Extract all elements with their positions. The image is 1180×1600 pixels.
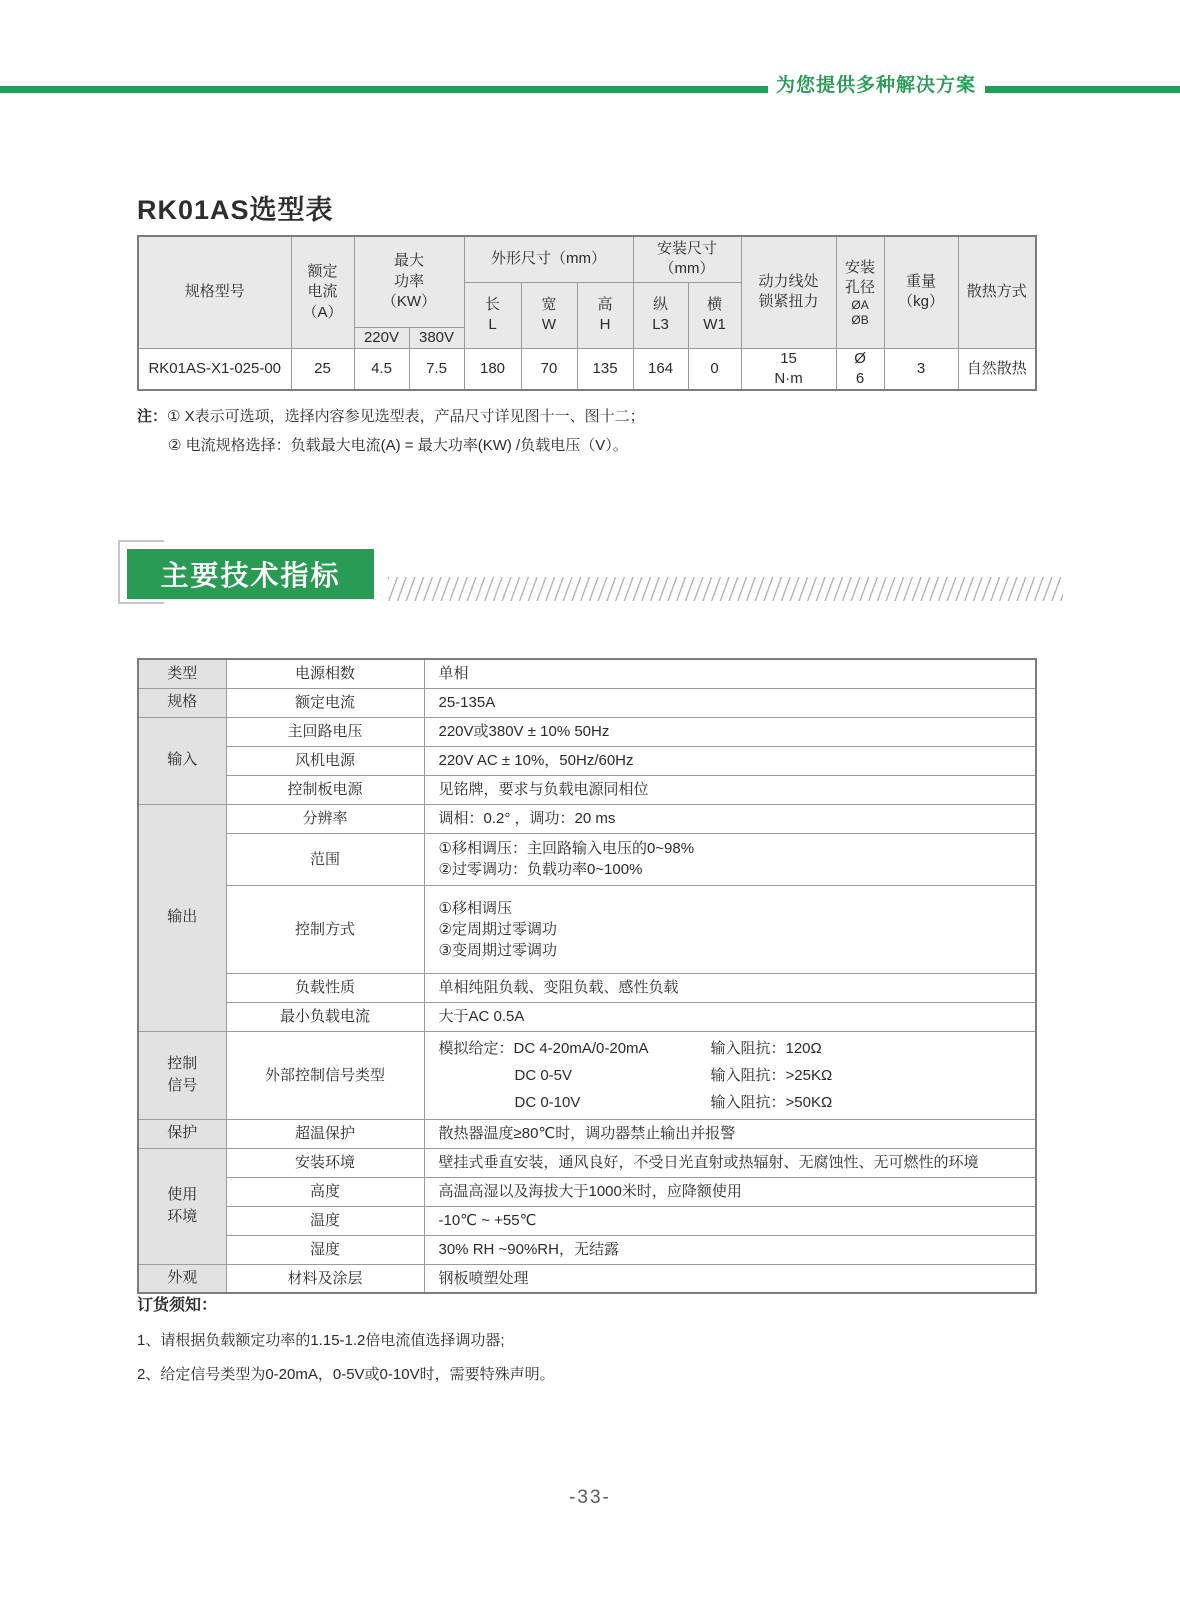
- label-mainv: 主回路电压: [226, 717, 424, 746]
- label-signal: 外部控制信号类型: [226, 1031, 424, 1119]
- spec-row-temp: [138, 1206, 1036, 1235]
- value-fan: 220V AC ± 10%，50Hz/60Hz: [424, 746, 1036, 775]
- label-minload: 最小负载电流: [226, 1002, 424, 1031]
- col-header-hole: [836, 236, 884, 348]
- category-spec: 规格: [138, 688, 226, 717]
- category-protect: 保护: [138, 1119, 226, 1148]
- label-rated: 额定电流: [226, 688, 424, 717]
- hole-line1: 安装: [845, 258, 876, 276]
- cooling-label: 散热方式: [966, 283, 1027, 301]
- value-mainv: 220V或380V ± 10% 50Hz: [424, 717, 1036, 746]
- signal-a2: DC 0-5V: [514, 1066, 573, 1084]
- height-cn: 高: [597, 295, 613, 313]
- order-notes-title: 订货须知：: [137, 1297, 218, 1314]
- col-header-220v: 220V: [354, 327, 409, 348]
- spec-row-material: [138, 1264, 1036, 1293]
- value-phase: 单相: [424, 659, 1036, 688]
- cell-l3: 164: [633, 348, 688, 390]
- label-humidity: 湿度: [226, 1235, 424, 1264]
- signal-b3: 输入阻抗：>50KΩ: [710, 1093, 833, 1111]
- mount-line1: 安装尺寸: [657, 240, 718, 257]
- section-title-banner: 主要技术指标: [127, 549, 374, 599]
- signal-right-column: [711, 1035, 833, 1116]
- label-material: 材料及涂层: [226, 1264, 424, 1293]
- w1-cn: 横: [707, 295, 723, 313]
- torque-value: 15: [780, 349, 797, 367]
- col-header-model: [138, 236, 291, 348]
- cell-torque: [741, 348, 836, 390]
- spec-row-rated: [138, 688, 1036, 717]
- spec-row-mainv: [138, 717, 1036, 746]
- cell-length: 180: [464, 348, 521, 390]
- value-humidity: 30% RH ~90%RH，无结露: [424, 1235, 1036, 1264]
- spec-row-loadtype: [138, 973, 1036, 1002]
- spec-row-humidity: [138, 1235, 1036, 1264]
- spec-row-ctrlmode: [138, 885, 1036, 973]
- value-temp: -10℃ ~ +55℃: [424, 1206, 1036, 1235]
- cell-w1: 0: [688, 348, 741, 390]
- col-header-weight: [884, 236, 958, 348]
- value-ctrlboard: 见铭牌，要求与负载电源同相位: [424, 775, 1036, 804]
- range-line2: ②过零调功：负载功率0~100%: [438, 861, 643, 878]
- col-header-dimensions: [464, 236, 633, 282]
- label-overtemp: 超温保护: [226, 1119, 424, 1148]
- category-environment: [138, 1148, 226, 1264]
- col-header-width: [521, 282, 577, 348]
- rated-current-line1: 额定: [307, 263, 338, 280]
- cell-current: 25: [291, 348, 354, 390]
- table-row: [138, 348, 1036, 390]
- col-header-w1: [688, 282, 741, 348]
- value-signal: [424, 1031, 1036, 1119]
- l3-cn: 纵: [653, 295, 669, 313]
- range-line1: ①移相调压：主回路输入电压的0~98%: [438, 840, 695, 857]
- value-rated: 25-135A: [424, 688, 1036, 717]
- spec-row-resolution: [138, 804, 1036, 833]
- height-sym: H: [599, 316, 611, 334]
- value-ctrlmode: [424, 885, 1036, 973]
- label-altitude: 高度: [226, 1177, 424, 1206]
- mount-line2: （mm）: [659, 260, 715, 278]
- label-temp: 温度: [226, 1206, 424, 1235]
- w1-sym: W1: [703, 316, 726, 334]
- signal-cat-line2: 信号: [167, 1077, 198, 1094]
- note-line-2: ② 电流规格选择：负载最大电流(A) = 最大功率(KW) /负载电压（V）。: [168, 437, 628, 454]
- col-header-380v: 380V: [409, 327, 464, 348]
- torque-line2: 锁紧扭力: [758, 293, 819, 311]
- signal-b2: 输入阻抗：>25KΩ: [710, 1066, 833, 1084]
- label-fan: 风机电源: [226, 746, 424, 775]
- cell-model: RK01AS-X1-025-00: [138, 348, 291, 390]
- hole-value: 6: [855, 370, 865, 387]
- value-range: [424, 833, 1036, 885]
- env-cat-line1: 使用: [167, 1185, 198, 1203]
- header-rule-left: [0, 86, 768, 93]
- signal-b1: 输入阻抗：120Ω: [710, 1039, 822, 1057]
- spec-row-range: [138, 833, 1036, 885]
- col-header-cooling: [958, 236, 1036, 348]
- category-type: 类型: [138, 659, 226, 688]
- cell-width: 70: [521, 348, 577, 390]
- cell-weight: 3: [884, 348, 958, 390]
- ctrlmode-line2: ②定周期过零调功: [438, 920, 557, 938]
- cell-p220: 4.5: [354, 348, 409, 390]
- value-material: 钢板喷塑处理: [424, 1264, 1036, 1293]
- value-minload: 大于AC 0.5A: [424, 1002, 1036, 1031]
- dimensions-label: 外形尺寸（mm）: [491, 250, 607, 268]
- hole-dia-a: ØA: [851, 298, 869, 313]
- signal-grid: [439, 1035, 1026, 1116]
- note-label: 注：: [137, 408, 168, 425]
- spec-row-install: [138, 1148, 1036, 1177]
- order-note-2: 2、给定信号类型为0-20mA，0-5V或0-10V时，需要特殊声明。: [137, 1366, 555, 1383]
- length-cn: 长: [485, 295, 501, 313]
- hole-line2: 孔径: [845, 278, 876, 296]
- l3-sym: L3: [652, 316, 669, 334]
- torque-line1: 动力线处: [758, 273, 819, 291]
- category-appearance: 外观: [138, 1264, 226, 1293]
- value-install: 壁挂式垂直安装，通风良好，不受日光直射或热辐射、无腐蚀性、无可燃性的环境: [424, 1148, 1036, 1177]
- width-cn: 宽: [541, 295, 557, 313]
- order-notes: [137, 1292, 555, 1396]
- col-header-max-power: [354, 236, 464, 327]
- signal-cat-line1: 控制: [167, 1054, 198, 1072]
- max-power-line1: 最大: [394, 252, 425, 270]
- value-overtemp: 散热器温度≥80℃时，调功器禁止输出并报警: [424, 1119, 1036, 1148]
- hole-symbol: Ø: [854, 349, 866, 367]
- note-line-1: [137, 402, 645, 431]
- hatch-decoration: [388, 577, 1063, 601]
- col-header-mount: [633, 236, 741, 282]
- spec-row-phase: [138, 659, 1036, 688]
- ctrlmode-line3: ③变周期过零调功: [438, 941, 557, 959]
- selection-table: [137, 235, 1037, 391]
- page-number: -33-: [569, 1487, 611, 1508]
- length-sym: L: [488, 316, 497, 334]
- header-rule-right: [985, 86, 1180, 93]
- env-cat-line2: 环境: [167, 1208, 198, 1225]
- spec-row-fan: [138, 746, 1036, 775]
- col-header-torque: [741, 236, 836, 348]
- col-header-model-label: 规格型号: [184, 283, 245, 301]
- col-header-height: [577, 282, 633, 348]
- weight-line2: （kg）: [898, 293, 944, 311]
- max-power-line3: （KW）: [381, 292, 437, 310]
- hole-dia-b: ØB: [851, 312, 869, 327]
- spec-row-altitude: [138, 1177, 1036, 1206]
- label-resolution: 分辨率: [226, 804, 424, 833]
- col-header-l3: [633, 282, 688, 348]
- cell-hole: [836, 348, 884, 390]
- cell-height: 135: [577, 348, 633, 390]
- label-phase: 电源相数: [226, 659, 424, 688]
- col-header-rated-current: [291, 236, 354, 348]
- spec-row-signal: [138, 1031, 1036, 1119]
- spec-row-minload: [138, 1002, 1036, 1031]
- cell-p380: 7.5: [409, 348, 464, 390]
- signal-left-column: [439, 1035, 711, 1116]
- label-range: 范围: [226, 833, 424, 885]
- label-loadtype: 负载性质: [226, 973, 424, 1002]
- value-resolution: 调相：0.2° ，调功：20 ms: [424, 804, 1036, 833]
- signal-a3: DC 0-10V: [514, 1093, 581, 1111]
- width-sym: W: [541, 316, 557, 334]
- signal-a1: 模拟给定：DC 4-20mA/0-20mA: [438, 1039, 649, 1057]
- weight-line1: 重量: [906, 273, 937, 291]
- label-install: 安装环境: [226, 1148, 424, 1177]
- order-note-1: 1、请根据负载额定功率的1.15-1.2倍电流值选择调功器;: [137, 1332, 505, 1349]
- page-title: RK01AS选型表: [137, 195, 334, 225]
- spec-table: [137, 658, 1037, 1294]
- torque-unit: N·m: [774, 370, 803, 387]
- label-ctrlmode: 控制方式: [226, 885, 424, 973]
- max-power-line2: 功率: [394, 272, 425, 290]
- selection-notes: [137, 402, 645, 460]
- category-signal: [138, 1031, 226, 1119]
- header-slogan: 为您提供多种解决方案: [775, 75, 976, 96]
- rated-current-line2: 电流: [307, 283, 338, 301]
- rated-current-line3: （A）: [302, 303, 343, 321]
- label-ctrlboard: 控制板电源: [226, 775, 424, 804]
- value-altitude: 高温高湿以及海拔大于1000米时，应降额使用: [424, 1177, 1036, 1206]
- spec-row-overtemp: [138, 1119, 1036, 1148]
- category-input: 输入: [138, 717, 226, 804]
- col-header-length: [464, 282, 521, 348]
- value-loadtype: 单相纯阻负载、变阻负载、感性负载: [424, 973, 1036, 1002]
- cell-cooling: 自然散热: [958, 348, 1036, 390]
- spec-row-ctrlboard: [138, 775, 1036, 804]
- category-output: 输出: [138, 804, 226, 1031]
- ctrlmode-line1: ①移相调压: [438, 899, 512, 917]
- note-1-text: ① X表示可选项，选择内容参见选型表，产品尺寸详见图十一、图十二；: [167, 408, 645, 425]
